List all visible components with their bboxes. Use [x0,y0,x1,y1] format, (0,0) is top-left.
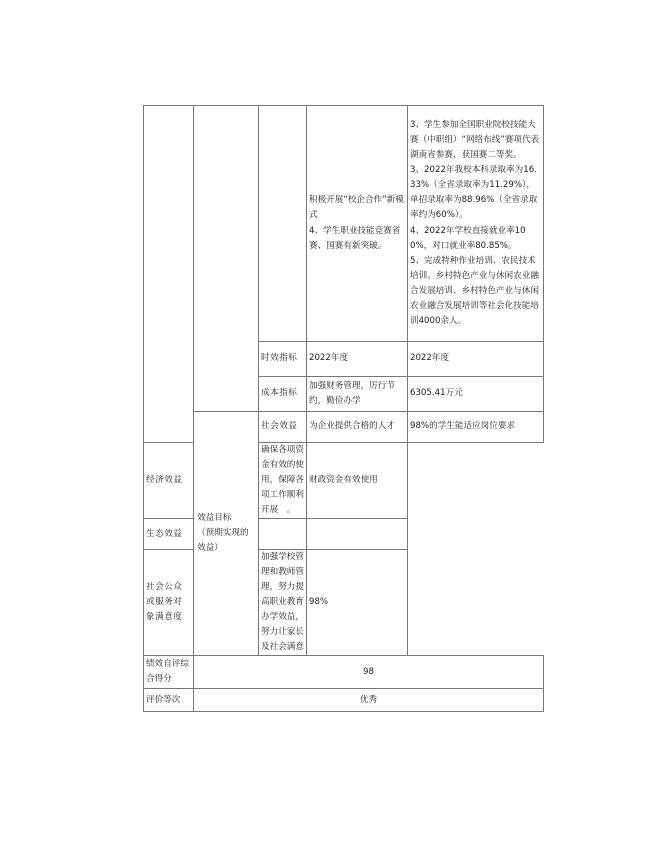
empty-indicator-type-cell [259,106,307,342]
grade-label: 评价等次 [144,689,194,712]
score-label: 绩效自评综合得分 [144,656,194,689]
satisfaction-indicator: 加强学校管理和教师管理，努力提高职业教育办学效益，努力让家长及社会满意 [259,550,307,656]
empty-subcategory-cell [194,106,259,412]
grade-value: 优秀 [194,689,544,712]
satisfaction-result: 98% [307,550,408,656]
continued-result-cell: 3、学生参加全国职业院校技能大赛（中职组）“网络布线”赛项代表湖南省参赛，获国赛二等奖。 3、2022年我校本科录取率为16.33%（全省录取率为11.29%），单招录取率为88.96%（全省录取率约为60%）。 4、2022年学校直接就业率100%，对口就业率80.85%。 5、完成特种作业培训、农民技术培训、乡村特色产业与休闲农业融合发展培训、乡村特色产业与休闲农业融合发展培训等社会化技能培训4000余人。 [408,106,544,342]
ecological-benefit-indicator [259,519,307,550]
economic-benefit-label: 经济效益 [144,443,194,519]
performance-evaluation-table [143,105,544,712]
cost-result: 6305.41万元 [408,377,544,412]
timeliness-indicator: 2022年度 [307,342,408,377]
timeliness-result: 2022年度 [408,342,544,377]
table-row [144,656,544,689]
social-benefit-label: 社会效益 [259,412,307,443]
cost-label: 成本指标 [259,377,307,412]
economic-benefit-result: 财政资金有效使用 [307,443,408,519]
ecological-benefit-label: 生态效益 [144,519,194,550]
continued-indicator-cell: 积极开展“校企合作”新模式 4、学生职业技能竞赛省赛、国赛有新突破。 [307,106,408,342]
table-row [144,412,544,443]
table-row [144,106,544,342]
empty-category-cell [144,106,194,443]
timeliness-label: 时效指标 [259,342,307,377]
ecological-benefit-result [307,519,408,550]
score-value: 98 [194,656,544,689]
economic-benefit-indicator: 确保各项资金有效的使用，保障各项工作顺利开展 。 [259,443,307,519]
benefit-target-label: 效益目标 （预期实现的效益） [194,412,259,656]
social-benefit-result: 98%的学生能适应岗位要求 [408,412,544,443]
table-row [144,689,544,712]
cost-indicator: 加强财务管理，厉行节约，勤俭办学 [307,377,408,412]
social-benefit-indicator: 为企业提供合格的人才 [307,412,408,443]
satisfaction-label: 社会公众或服务对象满意度 [144,550,194,656]
